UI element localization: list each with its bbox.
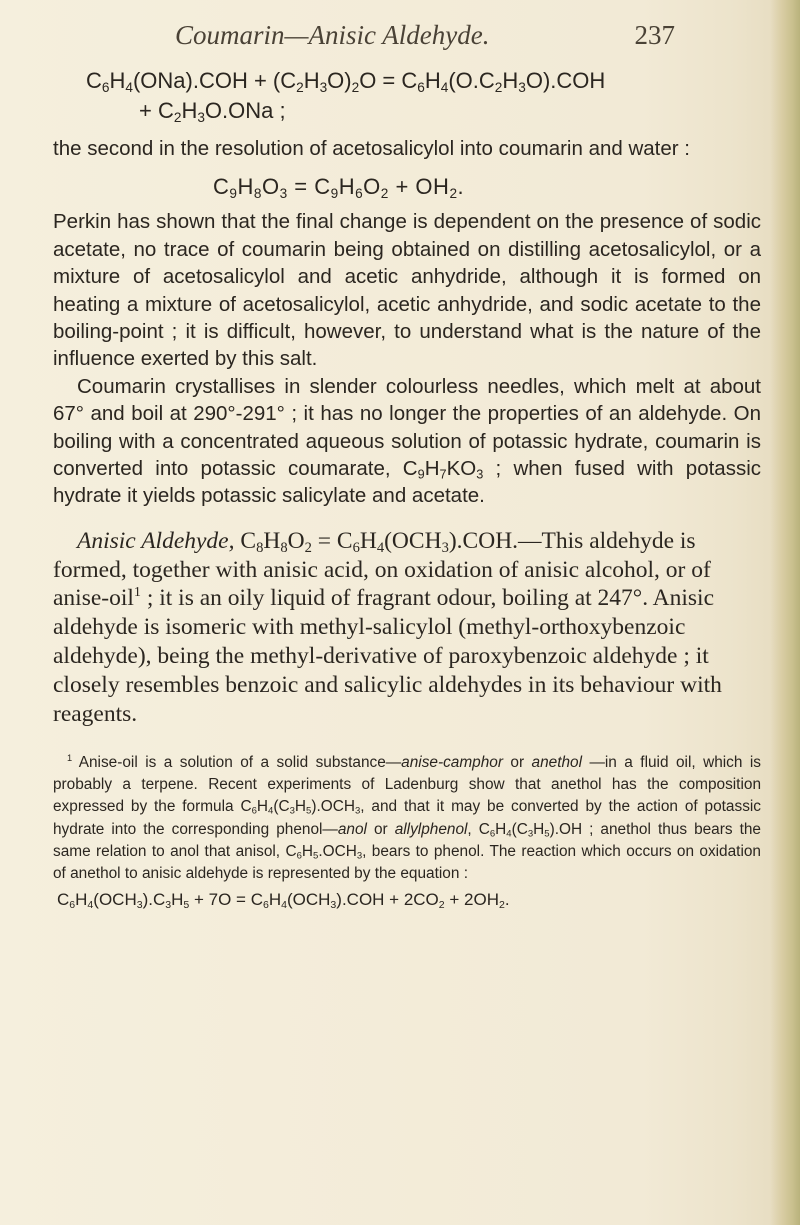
- paragraph-3: Coumarin crystallises in slender colourless needles, which melt at about 67° and boil at 290°-291° ; it has no longer the properties of an aldehyde. On boiling with a concentrated aqueous solution of potassic hydrate, coumarin is converted into potassic coumarate, $C_9H_7KO_3$ ; when fused with potassic hydrate it yields potassic salicylate and acetate.: [53, 374, 761, 508]
- equation-3: $C_9H_8O_3 = C_9H_6O_2 + OH_2$.: [213, 174, 465, 202]
- equation-2: + $C_2H_3O.ONa$ ;: [139, 98, 286, 125]
- page-edge-shadow: [770, 0, 800, 1225]
- footnote: [53, 752, 761, 911]
- paragraph-anisic-aldehyde: [53, 527, 761, 729]
- running-header: [175, 20, 675, 51]
- running-title: Coumarin—Anisic Aldehyde.: [175, 20, 490, 50]
- footnote-text: $^1$ Anise-oil is a solution of a solid substance—anise-camphor or anethol —in a fluid oil, which is probably a terpene. Recent experiments of Ladenburg show that anethol has the composition expressed by the formula $C_6H_4(C_3H_5).OCH_3$, and that it may be converted by the action of potassic hydrate into the corresponding phenol—anol or allylphenol, $C_6H_4(C_3H_5).OH$ ; anethol thus bears the same relation to anol that anisol, $C_6H_5.OCH_3$, bears to phenol. The reaction which occurs on oxidation of anethol to anisic aldehyde is represented by the equation :: [53, 752, 761, 882]
- footnote-equation: $C_6H_4(OCH_3).C_3H_5 + 7O = C_6H_4(OCH_3).COH + 2CO_2 + 2OH_2$.: [57, 890, 510, 912]
- equation-1: $C_6H_4(ONa).COH + (C_2H_3O)_2O = C_6H_4(O.C_2H_3O).COH$: [86, 68, 606, 95]
- section-title: Anisic Aldehyde,: [77, 527, 235, 554]
- paragraph-2: Perkin has shown that the final change is dependent on the presence of sodic acetate, no trace of coumarin being obtained on distilling acetosalicylol, or a mixture of acetosalicylol and acetic anhydride, although it is formed on heating a mixture of acetosalicylol, acetic anhydride, and sodic acetate to the boiling-point ; it is difficult, however, to understand what is the nature of the influence exerted by this salt.: [53, 210, 761, 371]
- section-body: —This aldehyde is formed, together with anisic acid, on oxidation of anisic alcohol, or of anise-oil$^1$ ; it is an oily liquid of fragrant odour, boiling at 247°. Anisic aldehyde is isomeric with methyl-salicylol (methyl-orthoxybenzoic aldehyde), being the methyl-derivative of paroxybenzoic aldehyde ; it closely resembles benzoic and salicylic aldehydes in its behaviour with reagents.: [53, 527, 722, 727]
- section-formula: $C_8H_8O_2 = C_6H_4(OCH_3).COH$.: [240, 527, 519, 556]
- page-content: [53, 66, 761, 911]
- page-number: 237: [634, 20, 675, 50]
- paragraph-1: the second in the resolution of acetosalicylol into coumarin and water :: [53, 137, 691, 160]
